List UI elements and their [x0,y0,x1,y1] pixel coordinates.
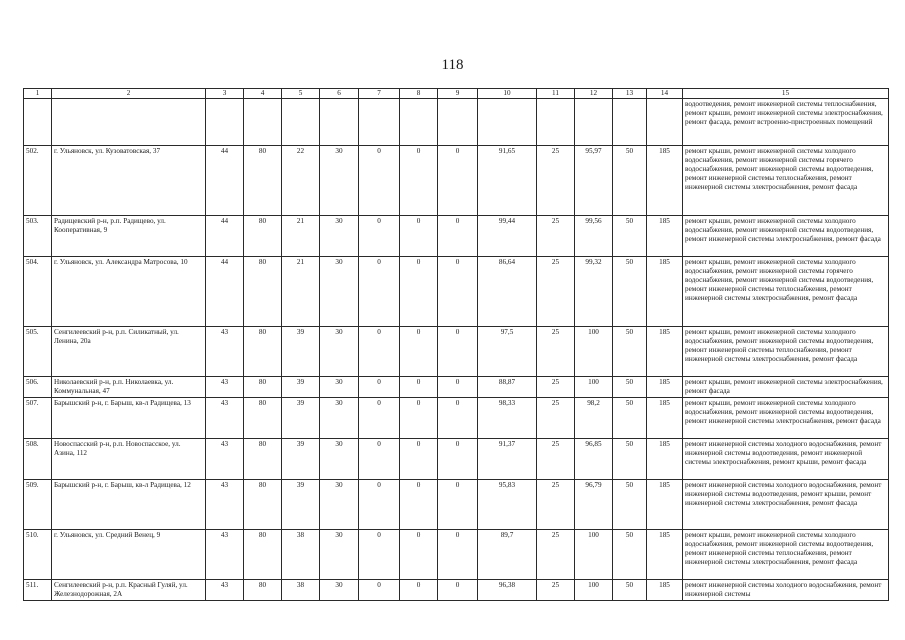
value-cell: 43 [206,480,244,530]
value-cell: 50 [613,327,647,377]
table-row [24,480,889,530]
table-row [24,580,889,601]
value-cell: 185 [647,580,683,601]
value-cell: 80 [244,257,282,327]
works-cell: ремонт инженерной системы холодного водоснабжения, ремонт инженерной системы водоотведения, ремонт инженерной системы электроснабжения, ремонт крыши, ремонт фасада [683,439,889,480]
table-row [24,398,889,439]
table-row [24,377,889,398]
works-cell: ремонт инженерной системы холодного водоснабжения, ремонт инженерной системы водоотведения, ремонт крыши, ремонт инженерной системы электроснабжения, ремонт фасада [683,480,889,530]
value-cell: 89,7 [478,530,537,580]
value-cell: 43 [206,530,244,580]
value-cell: 0 [400,327,438,377]
address-cell: г. Ульяновск, ул. Средний Венец, 9 [52,530,206,580]
row-number: 507. [24,398,52,439]
value-cell [359,99,400,146]
value-cell: 25 [537,257,575,327]
value-cell: 80 [244,580,282,601]
value-cell: 25 [537,439,575,480]
address-cell: Барышский р-н, г. Барыш, кв-л Радищева, 13 [52,398,206,439]
value-cell: 0 [400,480,438,530]
works-cell: ремонт крыши, ремонт инженерной системы холодного водоснабжения, ремонт инженерной системы горячего водоснабжения, ремонт инженерной системы водоотведения, ремонт инженерной системы теплоснабжения, ремонт инженерной системы электроснабжения, ремонт фасада [683,257,889,327]
column-header: 7 [359,89,400,99]
value-cell: 91,37 [478,439,537,480]
row-number: 508. [24,439,52,480]
value-cell: 0 [359,146,400,216]
row-number: 502. [24,146,52,216]
works-cell: ремонт крыши, ремонт инженерной системы холодного водоснабжения, ремонт инженерной системы водоотведения, ремонт инженерной системы электроснабжения, ремонт фасада [683,216,889,257]
value-cell: 95,97 [575,146,613,216]
value-cell: 185 [647,146,683,216]
column-header: 13 [613,89,647,99]
column-header: 4 [244,89,282,99]
column-header: 10 [478,89,537,99]
value-cell: 80 [244,530,282,580]
value-cell: 99,44 [478,216,537,257]
value-cell: 0 [400,439,438,480]
value-cell: 50 [613,439,647,480]
value-cell: 25 [537,480,575,530]
column-header: 11 [537,89,575,99]
address-cell [52,99,206,146]
value-cell: 80 [244,480,282,530]
value-cell: 30 [320,216,359,257]
value-cell: 43 [206,439,244,480]
value-cell [647,99,683,146]
address-cell: Николаевский р-н, р.п. Николаевка, ул. Коммунальная, 47 [52,377,206,398]
value-cell: 30 [320,257,359,327]
value-cell: 44 [206,257,244,327]
value-cell: 100 [575,377,613,398]
table-row [24,530,889,580]
value-cell [438,99,478,146]
column-header: 1 [24,89,52,99]
row-number: 506. [24,377,52,398]
value-cell: 0 [400,530,438,580]
value-cell: 80 [244,377,282,398]
table-row [24,99,889,146]
column-header: 12 [575,89,613,99]
address-cell: г. Ульяновск, ул. Кузоватовская, 37 [52,146,206,216]
value-cell: 25 [537,580,575,601]
value-cell: 43 [206,377,244,398]
value-cell: 0 [438,530,478,580]
table-row [24,257,889,327]
value-cell: 0 [400,398,438,439]
address-cell: Новоспасский р-н, р.п. Новоспасское, ул. Азина, 112 [52,439,206,480]
row-number: 504. [24,257,52,327]
row-number: 503. [24,216,52,257]
value-cell: 0 [438,327,478,377]
value-cell: 50 [613,580,647,601]
value-cell: 185 [647,216,683,257]
column-header: 15 [683,89,889,99]
value-cell: 96,79 [575,480,613,530]
column-header: 9 [438,89,478,99]
value-cell: 98,33 [478,398,537,439]
value-cell: 0 [359,257,400,327]
value-cell: 43 [206,580,244,601]
works-cell: ремонт крыши, ремонт инженерной системы холодного водоснабжения, ремонт инженерной системы водоотведения, ремонт инженерной системы электроснабжения, ремонт фасада [683,398,889,439]
value-cell: 96,85 [575,439,613,480]
value-cell: 30 [320,398,359,439]
works-cell: ремонт крыши, ремонт инженерной системы холодного водоснабжения, ремонт инженерной системы водоотведения, ремонт инженерной системы теплоснабжения, ремонт инженерной системы электроснабжения, ремонт фасада [683,327,889,377]
value-cell: 100 [575,580,613,601]
address-cell: Радищевский р-н, р.п. Радищево, ул. Кооперативная, 9 [52,216,206,257]
value-cell: 30 [320,480,359,530]
value-cell: 0 [438,480,478,530]
value-cell: 185 [647,377,683,398]
row-number [24,99,52,146]
value-cell: 43 [206,398,244,439]
column-header: 8 [400,89,438,99]
value-cell: 0 [359,398,400,439]
value-cell: 185 [647,327,683,377]
value-cell: 43 [206,327,244,377]
column-header: 5 [282,89,320,99]
value-cell: 39 [282,327,320,377]
value-cell: 50 [613,480,647,530]
value-cell [478,99,537,146]
row-number: 510. [24,530,52,580]
address-cell: Сенгилеевский р-н, р.п. Силикатный, ул. Ленина, 20а [52,327,206,377]
value-cell: 30 [320,439,359,480]
value-cell: 39 [282,377,320,398]
register-table [23,88,889,601]
value-cell: 39 [282,480,320,530]
value-cell: 25 [537,398,575,439]
value-cell: 95,83 [478,480,537,530]
table-row [24,327,889,377]
value-cell: 0 [400,216,438,257]
row-number: 509. [24,480,52,530]
value-cell: 80 [244,146,282,216]
address-cell: г. Ульяновск, ул. Александра Матросова, 10 [52,257,206,327]
value-cell: 22 [282,146,320,216]
value-cell: 21 [282,257,320,327]
value-cell: 30 [320,530,359,580]
value-cell: 100 [575,530,613,580]
value-cell: 185 [647,530,683,580]
value-cell: 80 [244,327,282,377]
value-cell: 80 [244,216,282,257]
value-cell: 21 [282,216,320,257]
value-cell: 0 [359,216,400,257]
value-cell: 99,56 [575,216,613,257]
value-cell: 80 [244,439,282,480]
value-cell: 0 [438,439,478,480]
value-cell: 0 [400,377,438,398]
value-cell: 0 [438,398,478,439]
page-number: 118 [441,57,464,73]
works-cell: ремонт крыши, ремонт инженерной системы холодного водоснабжения, ремонт инженерной системы горячего водоснабжения, ремонт инженерной системы водоотведения, ремонт инженерной системы теплоснабжения, ремонт инженерной системы электроснабжения, ремонт фасада [683,146,889,216]
value-cell: 50 [613,216,647,257]
column-header: 6 [320,89,359,99]
value-cell: 30 [320,580,359,601]
value-cell: 0 [359,439,400,480]
value-cell: 50 [613,146,647,216]
value-cell: 80 [244,398,282,439]
value-cell [320,99,359,146]
value-cell: 38 [282,580,320,601]
value-cell: 0 [359,327,400,377]
value-cell: 0 [438,257,478,327]
value-cell [613,99,647,146]
works-cell: ремонт крыши, ремонт инженерной системы электроснабжения, ремонт фасада [683,377,889,398]
value-cell [244,99,282,146]
value-cell: 50 [613,398,647,439]
value-cell: 30 [320,146,359,216]
value-cell: 0 [438,580,478,601]
value-cell: 50 [613,377,647,398]
value-cell: 185 [647,257,683,327]
works-cell: водоотведения, ремонт инженерной системы теплоснабжения, ремонт крыши, ремонт инженерной системы электроснабжения, ремонт фасада, ремонт встроенно-пристроенных помещений [683,99,889,146]
address-cell: Сенгилеевский р-н, р.п. Красный Гуляй, ул. Железнодорожная, 2А [52,580,206,601]
value-cell: 30 [320,377,359,398]
value-cell: 88,87 [478,377,537,398]
value-cell: 0 [438,146,478,216]
value-cell: 91,65 [478,146,537,216]
value-cell: 25 [537,530,575,580]
works-cell: ремонт инженерной системы холодного водоснабжения, ремонт инженерной системы [683,580,889,601]
value-cell: 25 [537,377,575,398]
value-cell: 0 [438,216,478,257]
value-cell: 99,32 [575,257,613,327]
value-cell: 50 [613,530,647,580]
table-row [24,146,889,216]
value-cell: 0 [400,146,438,216]
header-row [24,89,889,99]
value-cell: 185 [647,398,683,439]
value-cell: 86,64 [478,257,537,327]
address-cell: Барышский р-н, г. Барыш, кв-л Радищева, 12 [52,480,206,530]
value-cell: 0 [400,580,438,601]
value-cell: 100 [575,327,613,377]
value-cell: 0 [359,580,400,601]
value-cell: 38 [282,530,320,580]
value-cell [282,99,320,146]
value-cell: 98,2 [575,398,613,439]
table-row [24,439,889,480]
value-cell: 0 [438,377,478,398]
value-cell: 39 [282,398,320,439]
value-cell: 25 [537,146,575,216]
value-cell [206,99,244,146]
value-cell [575,99,613,146]
value-cell: 185 [647,480,683,530]
value-cell: 96,38 [478,580,537,601]
value-cell [400,99,438,146]
value-cell: 0 [400,257,438,327]
value-cell: 25 [537,216,575,257]
row-number: 505. [24,327,52,377]
value-cell: 0 [359,377,400,398]
column-header: 2 [52,89,206,99]
column-header: 14 [647,89,683,99]
table-row [24,216,889,257]
column-header: 3 [206,89,244,99]
value-cell: 0 [359,480,400,530]
value-cell: 44 [206,216,244,257]
value-cell: 44 [206,146,244,216]
value-cell: 25 [537,327,575,377]
works-cell: ремонт крыши, ремонт инженерной системы холодного водоснабжения, ремонт инженерной системы водоотведения, ремонт инженерной системы теплоснабжения, ремонт инженерной системы электроснабжения, ремонт фасада [683,530,889,580]
value-cell: 185 [647,439,683,480]
value-cell: 97,5 [478,327,537,377]
value-cell: 50 [613,257,647,327]
value-cell: 30 [320,327,359,377]
value-cell: 39 [282,439,320,480]
row-number: 511. [24,580,52,601]
value-cell: 0 [359,530,400,580]
value-cell [537,99,575,146]
